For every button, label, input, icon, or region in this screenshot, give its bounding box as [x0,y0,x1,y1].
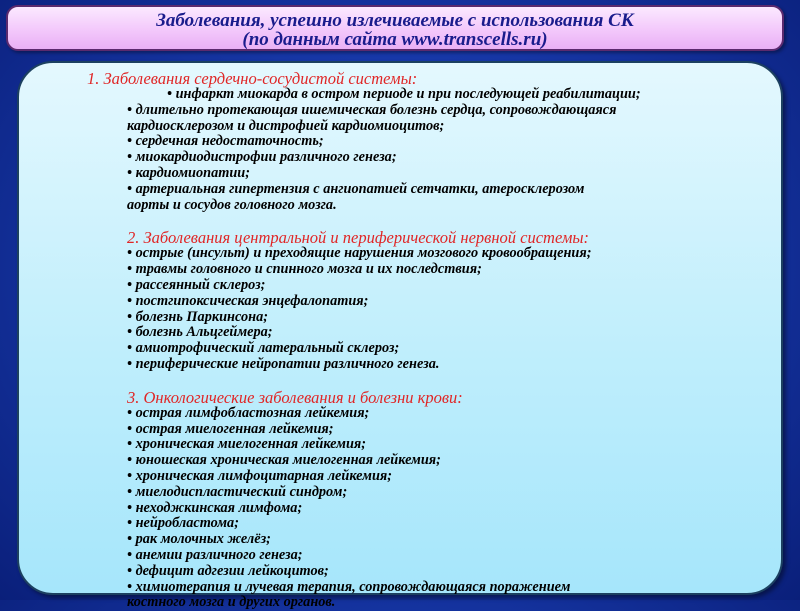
list-item: • нейробластома; [127,515,239,532]
list-item: костного мозга и других органов. [127,594,336,611]
list-item: • рассеянный склероз; [127,276,266,293]
list-item: • амиотрофический латеральный склероз; [127,340,400,357]
slide-title [6,5,784,51]
list-item: • химиотерапия и лучевая терапия, сопровождающаяся поражением [127,578,571,595]
section-heading: 2. Заболевания центральной и периферической нервной системы: [127,228,590,248]
section-oncology-blood [127,389,767,611]
list-item: • инфаркт миокарда в остром периоде и при последующей реабилитации; [167,86,641,102]
list-item: • миелодиспластический синдром; [127,483,348,500]
list-item: • травмы головного и спинного мозга и их последствия; [127,261,482,278]
list-item: • артериальная гипертензия с ангиопатией сетчатки, атеросклерозом [127,180,585,197]
list-item: • сердечная недостаточность; [127,133,324,150]
list-item: • хроническая миелогенная лейкемия; [127,436,367,453]
list-item: • анемии различного генеза; [127,546,303,563]
section-spacer [127,213,767,229]
list-item: • юношеская хроническая миелогенная лейкемия; [127,452,441,469]
list-item: • кардиомиопатии; [127,164,251,181]
section-heading: 3. Онкологические заболевания и болезни крови: [127,387,463,407]
list-item: • миокардиодистрофии различного генеза; [127,149,397,166]
list-item: • длительно протекающая ишемическая болезнь сердца, сопровождающаяся [127,101,617,118]
list-item: • дефицит адгезии лейкоцитов; [127,562,329,579]
list-item: • рак молочных желёз; [127,531,271,548]
title-line-1: Заболевания, успешно излечиваемые с использования СК [156,10,634,31]
section-spacer [127,373,767,389]
list-item: аорты и сосудов головного мозга. [127,196,337,213]
disease-list [87,69,767,611]
list-item: • хроническая лимфоцитарная лейкемия; [127,467,393,484]
list-item: • острая миелогенная лейкемия; [127,420,334,437]
list-item: кардиосклерозом и дистрофией кардиомиоцитов; [127,117,445,134]
section-cardiovascular [87,69,767,213]
list-item: • периферические нейропатии различного генеза. [127,355,440,372]
title-line-2: (по данным сайта www.transcells.ru) [242,29,548,50]
content-panel [17,61,783,611]
list-item: • острые (инсульт) и преходящие нарушения мозгового кровообращения; [127,245,592,262]
section-heading: 1. Заболевания сердечно-сосудистой системы: [87,69,418,88]
section-nervous-system [127,229,767,372]
list-item: • болезнь Альцгеймера; [127,324,273,341]
list-item: • острая лимфобластозная лейкемия; [127,404,370,421]
list-item: • постгипоксическая энцефалопатия; [127,292,369,309]
list-item: • болезнь Паркинсона; [127,308,268,325]
list-item: • неходжкинская лимфома; [127,499,303,516]
